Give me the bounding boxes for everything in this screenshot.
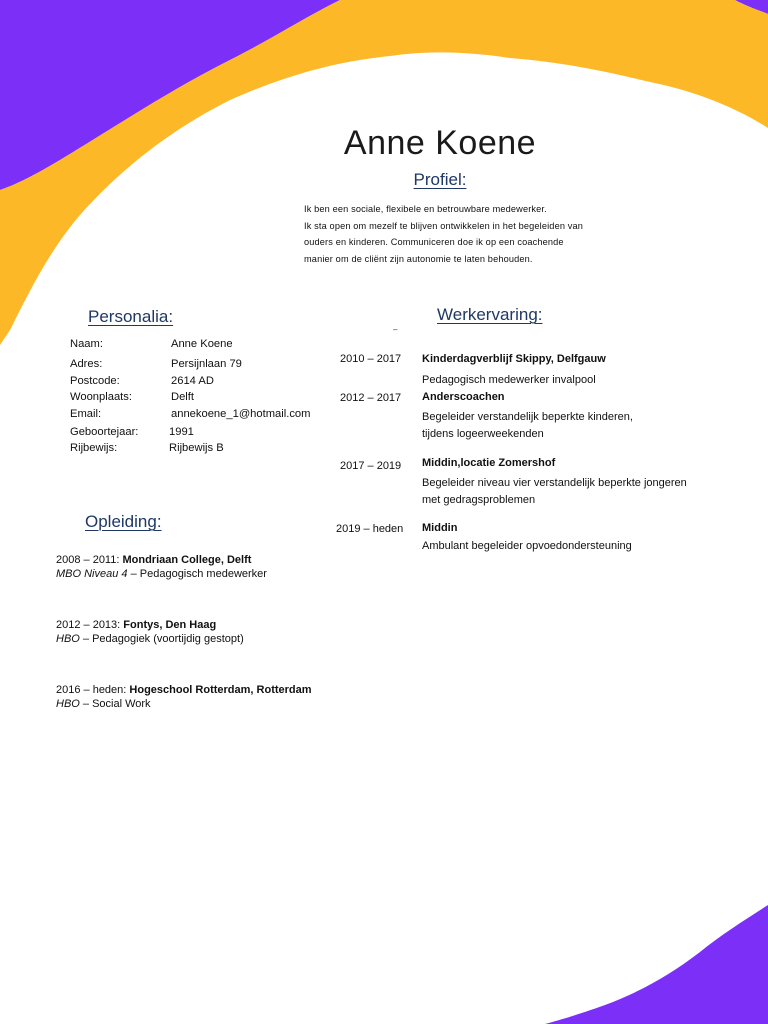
personalia-label: Rijbewijs: — [70, 442, 118, 454]
profile-line: ouders en kinderen. Communiceren doe ik op een coachende — [304, 237, 564, 247]
stray-dash: – — [393, 325, 398, 334]
profile-line: Ik sta open om mezelf te blijven ontwikkelen in het begeleiden van — [304, 220, 584, 231]
personalia-value: Anne Koene — [171, 338, 233, 350]
job-role-line: tijdens logeerweekenden — [422, 428, 544, 440]
education-level: MBO Niveau 4 — [56, 568, 128, 580]
job-period: 2019 – heden — [336, 523, 404, 535]
education-item — [56, 684, 312, 710]
education-level: HBO — [56, 698, 80, 710]
job-role-line: Begeleider verstandelijk beperkte kinderen, — [422, 411, 633, 423]
education-separator: – — [127, 568, 140, 580]
job-employer: Middin,locatie Zomershof — [422, 457, 556, 469]
job-employer: Anderscoachen — [422, 391, 505, 403]
education-period: 2012 – 2013: — [56, 619, 124, 631]
profile-text — [304, 201, 644, 267]
personalia-label: Geboortejaar: — [70, 426, 139, 438]
education-study: Pedagogisch medewerker — [139, 568, 267, 580]
personalia-label: Email: — [70, 408, 102, 420]
werkervaring-heading: Werkervaring: — [437, 305, 543, 324]
job-period: 2017 – 2019 — [340, 460, 402, 472]
job-period: 2010 – 2017 — [340, 353, 402, 365]
job-role-line: Begeleider niveau vier verstandelijk beperkte jongeren — [422, 477, 687, 489]
education-separator: – — [79, 633, 93, 645]
education-separator: – — [79, 698, 93, 710]
job-role — [422, 409, 633, 443]
job-employer: Middin — [422, 522, 458, 534]
education-school: Fontys, Den Haag — [123, 619, 217, 631]
job-role — [422, 475, 687, 509]
education-period: 2008 – 2011: — [56, 554, 123, 566]
job-period: 2012 – 2017 — [340, 392, 402, 404]
job-employer: Kinderdagverblijf Skippy, Delfgauw — [422, 353, 606, 365]
personalia-label: Adres: — [70, 358, 103, 370]
personalia-value: Persijnlaan 79 — [171, 358, 242, 370]
job-role: Ambulant begeleider opvoedondersteuning — [422, 540, 632, 552]
education-level: HBO — [56, 633, 80, 645]
education-item — [56, 554, 267, 580]
email-value: annekoene_1@hotmail.com — [171, 408, 311, 420]
education-period: 2016 – heden: — [56, 684, 130, 696]
personalia-label: Postcode: — [70, 375, 120, 387]
personalia-label: Naam: — [70, 338, 103, 350]
profile-line: Ik ben een sociale, flexibele en betrouwbare medewerker. — [304, 204, 547, 214]
personalia-value: Delft — [171, 391, 195, 403]
personalia-value: 2614 AD — [171, 375, 214, 387]
personalia-heading: Personalia: — [88, 307, 174, 326]
personalia-value: Rijbewijs B — [169, 442, 224, 454]
purple-bottom-band — [545, 905, 768, 1024]
opleiding-heading: Opleiding: — [85, 512, 162, 531]
profile-line: manier om de cliënt zijn autonomie te laten behouden. — [304, 253, 533, 264]
job-role-line: met gedragsproblemen — [422, 494, 536, 506]
personalia-label: Woonplaats: — [70, 391, 132, 403]
education-study: Pedagogiek (voortijdig gestopt) — [92, 633, 244, 645]
candidate-name: Anne Koene — [343, 124, 537, 162]
profile-heading: Profiel: — [413, 170, 467, 189]
job-role: Pedagogisch medewerker invalpool — [422, 374, 596, 386]
education-school: Hogeschool Rotterdam, Rotterdam — [129, 684, 312, 696]
education-school: Mondriaan College, Delft — [122, 554, 252, 566]
personalia-value: 1991 — [169, 426, 194, 438]
education-item — [56, 619, 244, 645]
education-study: Social Work — [92, 698, 151, 710]
